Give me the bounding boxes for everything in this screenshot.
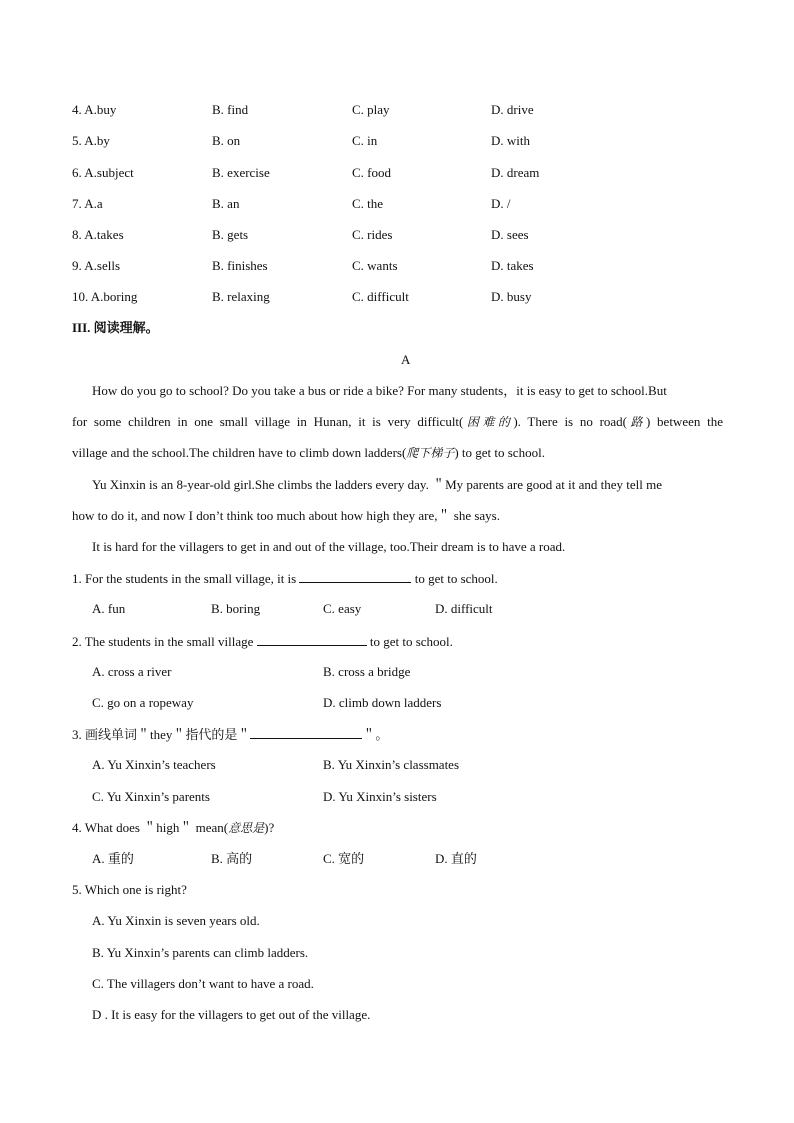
passage-text: ) between the bbox=[645, 414, 723, 429]
question-1-stem bbox=[72, 569, 498, 588]
option-row-6 bbox=[72, 164, 732, 182]
question-2-option-b: B. cross a bridge bbox=[323, 664, 411, 679]
passage-line bbox=[92, 476, 723, 494]
option-c: C. play bbox=[352, 102, 390, 117]
option-d: D. busy bbox=[491, 289, 532, 304]
passage-text: ). There is no road( bbox=[513, 414, 628, 429]
question-text: 4. What does ＂high＂ mean( bbox=[72, 820, 229, 835]
question-text: 2. The students in the small village bbox=[72, 634, 254, 649]
question-2-option-d: D. climb down ladders bbox=[323, 695, 442, 710]
chinese-gloss: 意思是 bbox=[228, 821, 265, 835]
option-d: D. sees bbox=[491, 227, 529, 242]
question-text: ＂。 bbox=[362, 727, 389, 742]
option-b: B. on bbox=[212, 133, 241, 148]
question-text: to get to school. bbox=[369, 634, 453, 649]
passage-text: ) to get to school. bbox=[454, 445, 545, 460]
question-4-option-b: B. 高的 bbox=[211, 851, 253, 866]
option-c: C. rides bbox=[352, 227, 393, 242]
option-d: D. drive bbox=[491, 102, 534, 117]
option-a: 8. A.takes bbox=[72, 227, 124, 242]
question-1-option-a: A. fun bbox=[92, 601, 126, 616]
question-2-option-a: A. cross a river bbox=[92, 664, 172, 679]
question-text: )? bbox=[264, 820, 275, 835]
option-row-5 bbox=[72, 132, 732, 150]
passage-text: How do you go to school? Do you take a bus or ride a bike? For many students，it is easy to get to school.But bbox=[92, 383, 667, 398]
question-5-option-d: D . It is easy for the villagers to get out of the village. bbox=[92, 1007, 371, 1022]
section-title: III. 阅读理解。 bbox=[72, 320, 159, 335]
option-d: D. with bbox=[491, 133, 530, 148]
option-a: 6. A.subject bbox=[72, 165, 134, 180]
passage-line bbox=[72, 413, 723, 431]
option-d: D. dream bbox=[491, 165, 540, 180]
answer-blank[interactable] bbox=[250, 725, 362, 739]
option-b: B. finishes bbox=[212, 258, 268, 273]
question-2-option-c: C. go on a ropeway bbox=[92, 695, 194, 710]
option-b: B. exercise bbox=[212, 165, 270, 180]
option-c: C. wants bbox=[352, 258, 398, 273]
question-4-option-c: C. 宽的 bbox=[323, 851, 365, 866]
option-b: B. gets bbox=[212, 227, 249, 242]
passage-text: for some children in one small village in Hunan, it is very difficult( bbox=[72, 414, 464, 429]
option-a: 9. A.sells bbox=[72, 258, 121, 273]
question-1-option-d: D. difficult bbox=[435, 601, 493, 616]
passage-line bbox=[72, 507, 723, 525]
question-1-option-c: C. easy bbox=[323, 601, 362, 616]
option-row-9 bbox=[72, 257, 732, 275]
question-text: 3. 画线单词＂they＂指代的是＂ bbox=[72, 727, 251, 742]
question-4-option-a: A. 重的 bbox=[92, 851, 134, 866]
chinese-gloss: 爬下梯子 bbox=[406, 446, 455, 460]
question-3-option-c: C. Yu Xinxin’s parents bbox=[92, 789, 210, 804]
option-b: B. find bbox=[212, 102, 249, 117]
option-a: 4. A.buy bbox=[72, 102, 117, 117]
question-1-option-b: B. boring bbox=[211, 601, 261, 616]
question-4-option-d: D. 直的 bbox=[435, 851, 477, 866]
option-row-4 bbox=[72, 101, 732, 119]
question-text: 1. For the students in the small village, it is bbox=[72, 571, 297, 586]
option-row-7 bbox=[72, 195, 732, 213]
option-a: 7. A.a bbox=[72, 196, 103, 211]
answer-blank[interactable] bbox=[299, 569, 411, 583]
option-d: D. takes bbox=[491, 258, 534, 273]
question-2-stem bbox=[72, 632, 453, 651]
option-c: C. the bbox=[352, 196, 384, 211]
passage-text: how to do it, and now I don’t think too much about how high they are,＂ she says. bbox=[72, 508, 500, 523]
passage-line bbox=[92, 382, 723, 400]
question-5-stem: 5. Which one is right? bbox=[72, 882, 187, 897]
passage-text: It is hard for the villagers to get in and out of the village, too.Their dream is to have a road. bbox=[92, 539, 566, 554]
passage-text: village and the school.The children have to climb down ladders( bbox=[72, 445, 407, 460]
question-5-option-a: A. Yu Xinxin is seven years old. bbox=[92, 913, 260, 928]
answer-blank[interactable] bbox=[257, 632, 367, 646]
question-3-stem bbox=[72, 725, 388, 744]
option-b: B. an bbox=[212, 196, 240, 211]
option-row-10 bbox=[72, 288, 732, 306]
chinese-gloss: 困难的 bbox=[463, 415, 514, 429]
passage-text: Yu Xinxin is an 8-year-old girl.She climbs the ladders every day. ＂My parents are good at it and they tell me bbox=[92, 477, 663, 492]
option-c: C. in bbox=[352, 133, 378, 148]
question-text: to get to school. bbox=[414, 571, 498, 586]
passage-line bbox=[92, 538, 723, 556]
question-3-option-b: B. Yu Xinxin’s classmates bbox=[323, 757, 460, 772]
question-3-option-a: A. Yu Xinxin’s teachers bbox=[92, 757, 216, 772]
passage-label: A bbox=[401, 352, 411, 367]
chinese-gloss: 路 bbox=[627, 415, 646, 429]
option-c: C. food bbox=[352, 165, 391, 180]
option-a: 10. A.boring bbox=[72, 289, 138, 304]
question-5-option-b: B. Yu Xinxin’s parents can climb ladders. bbox=[92, 945, 309, 960]
option-row-8 bbox=[72, 226, 732, 244]
question-5-option-c: C. The villagers don’t want to have a road. bbox=[92, 976, 314, 991]
option-c: C. difficult bbox=[352, 289, 409, 304]
passage-line bbox=[72, 444, 723, 462]
option-d: D. / bbox=[491, 196, 511, 211]
option-b: B. relaxing bbox=[212, 289, 270, 304]
question-3-option-d: D. Yu Xinxin’s sisters bbox=[323, 789, 437, 804]
option-a: 5. A.by bbox=[72, 133, 110, 148]
question-4-stem bbox=[72, 819, 274, 837]
